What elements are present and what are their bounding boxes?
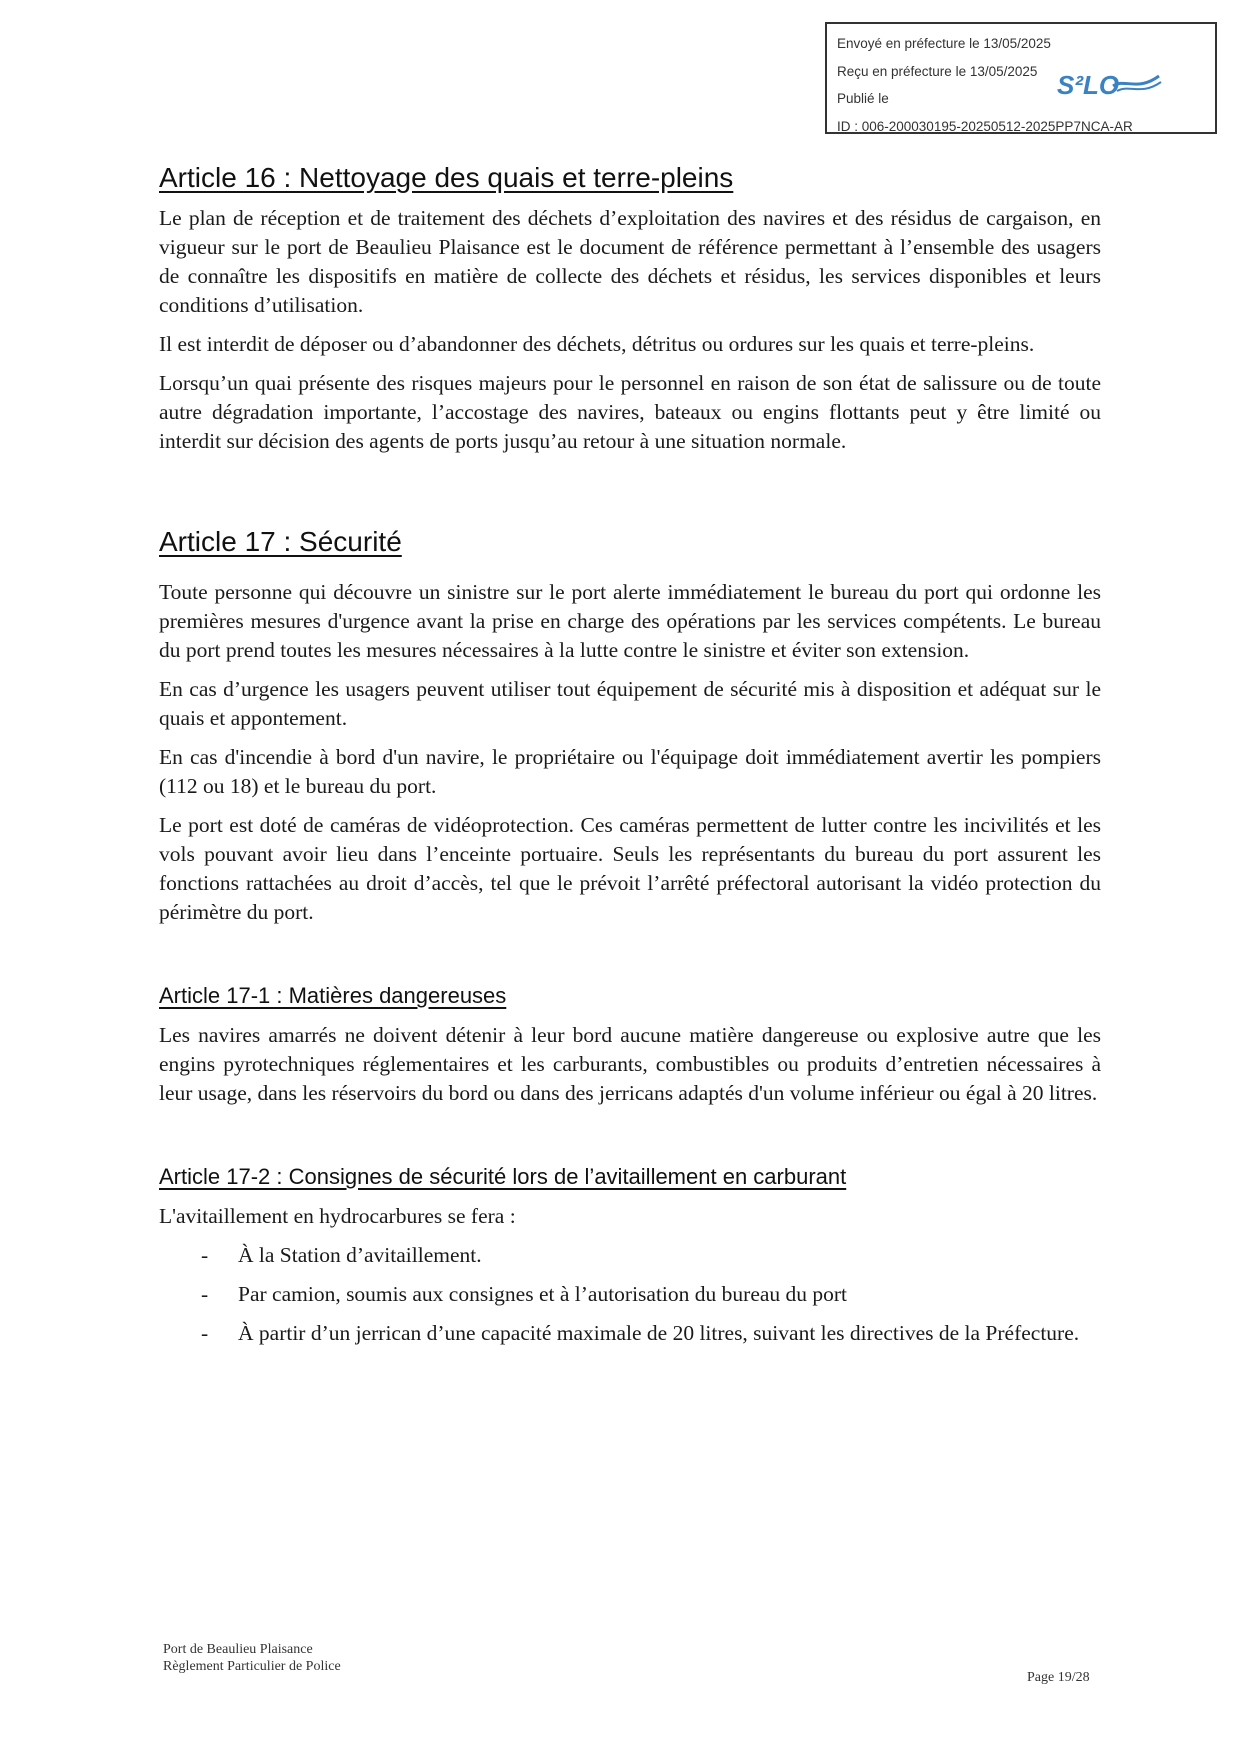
article-16-paragraph-3: Lorsqu’un quai présente des risques majeurs pour le personnel en raison de son état de salissure ou de toute autre dégradation importante, l’accostage des navires, bateaux ou engins flottants peut y être limité ou interdit sur décision des agents de ports jusqu’au retour à une situation normale. bbox=[159, 371, 1101, 453]
list-item bbox=[159, 1280, 1101, 1309]
list-dash: - bbox=[201, 1243, 209, 1267]
article-17-1-paragraph: Les navires amarrés ne doivent détenir à leur bord aucune matière dangereuse ou explosive autre que les engins pyrotechniques réglementaires et les carburants, combustibles ou produits d’entretien nécessaires à leur usage, dans les réservoirs du bord ou dans des jerricans adaptés d'un volume inférieur ou égal à 20 litres. bbox=[159, 1023, 1101, 1105]
s2lo-logo bbox=[1055, 64, 1165, 104]
list-item-text: À la Station d’avitaillement. bbox=[238, 1243, 482, 1267]
article-16-paragraph-1: Le plan de réception et de traitement des déchets d’exploitation des navires et des résidus de cargaison, en vigueur sur le port de Beaulieu Plaisance est le document de référence permettant à l’ensemble des usagers de connaître les dispositifs en matière de collecte des déchets et résidus, les services disponibles et leurs conditions d’utilisation. bbox=[159, 206, 1101, 317]
refuelling-list bbox=[159, 1241, 1101, 1348]
article-17-2-title: Article 17-2 : Consignes de sécurité lors de l’avitaillement en carburant bbox=[159, 1164, 847, 1189]
article-17-paragraph-4: Le port est doté de caméras de vidéoprotection. Ces caméras permettent de lutter contre les incivilités et les vols pouvant avoir lieu dans l’enceinte portuaire. Seuls les représentants du bureau du port assurent les fonctions rattachées au droit d’accès, tel que le prévoit l’arrêté préfectoral autorisant la vidéo protection du périmètre du port. bbox=[159, 813, 1101, 924]
article-16-paragraph-2: Il est interdit de déposer ou d’abandonner des déchets, détritus ou ordures sur les quais et terre-pleins. bbox=[159, 332, 1035, 356]
article-16-title: Article 16 : Nettoyage des quais et terre-pleins bbox=[159, 162, 734, 193]
footer-document-name: Règlement Particulier de Police bbox=[163, 1659, 341, 1674]
s2lo-logo-text: S²LO bbox=[1057, 70, 1120, 100]
article-17-2-intro: L'avitaillement en hydrocarbures se fera : bbox=[159, 1204, 516, 1228]
stamp-sent: Envoyé en préfecture le 13/05/2025 bbox=[837, 36, 1051, 51]
list-item-text: À partir d’un jerrican d’une capacité maximale de 20 litres, suivant les directives de la Préfecture. bbox=[238, 1321, 1080, 1345]
list-dash: - bbox=[201, 1282, 209, 1306]
article-17-1-title: Article 17-1 : Matières dangereuses bbox=[159, 983, 507, 1008]
list-item bbox=[159, 1319, 1101, 1348]
page-number: Page 19/28 bbox=[1027, 1670, 1090, 1685]
list-item-text: Par camion, soumis aux consignes et à l’autorisation du bureau du port bbox=[238, 1282, 848, 1306]
footer bbox=[163, 1641, 341, 1675]
article-17-paragraph-1: Toute personne qui découvre un sinistre sur le port alerte immédiatement le bureau du port qui ordonne les premières mesures d'urgence avant la prise en charge des opérations par les services compétents. Le bureau du port prend toutes les mesures nécessaires à la lutte contre le sinistre et éviter son extension. bbox=[159, 580, 1101, 662]
stamp-received: Reçu en préfecture le 13/05/2025 bbox=[837, 63, 1038, 79]
list-dash: - bbox=[201, 1321, 209, 1345]
prefecture-stamp bbox=[825, 22, 1217, 134]
list-item bbox=[159, 1241, 1101, 1270]
footer-port-name: Port de Beaulieu Plaisance bbox=[163, 1642, 313, 1657]
stamp-id: ID : 006-200030195-20250512-2025PP7NCA-AR bbox=[837, 118, 1133, 134]
article-17-paragraph-3: En cas d'incendie à bord d'un navire, le propriétaire ou l'équipage doit immédiatement avertir les pompiers (112 ou 18) et le bureau du port. bbox=[159, 745, 1101, 798]
article-17-paragraph-2: En cas d’urgence les usagers peuvent utiliser tout équipement de sécurité mis à disposition et adéquat sur le quais et appontement. bbox=[159, 677, 1101, 730]
page-body bbox=[159, 158, 1101, 1358]
stamp-published: Publié le bbox=[837, 91, 889, 106]
article-17-title: Article 17 : Sécurité bbox=[159, 526, 402, 557]
